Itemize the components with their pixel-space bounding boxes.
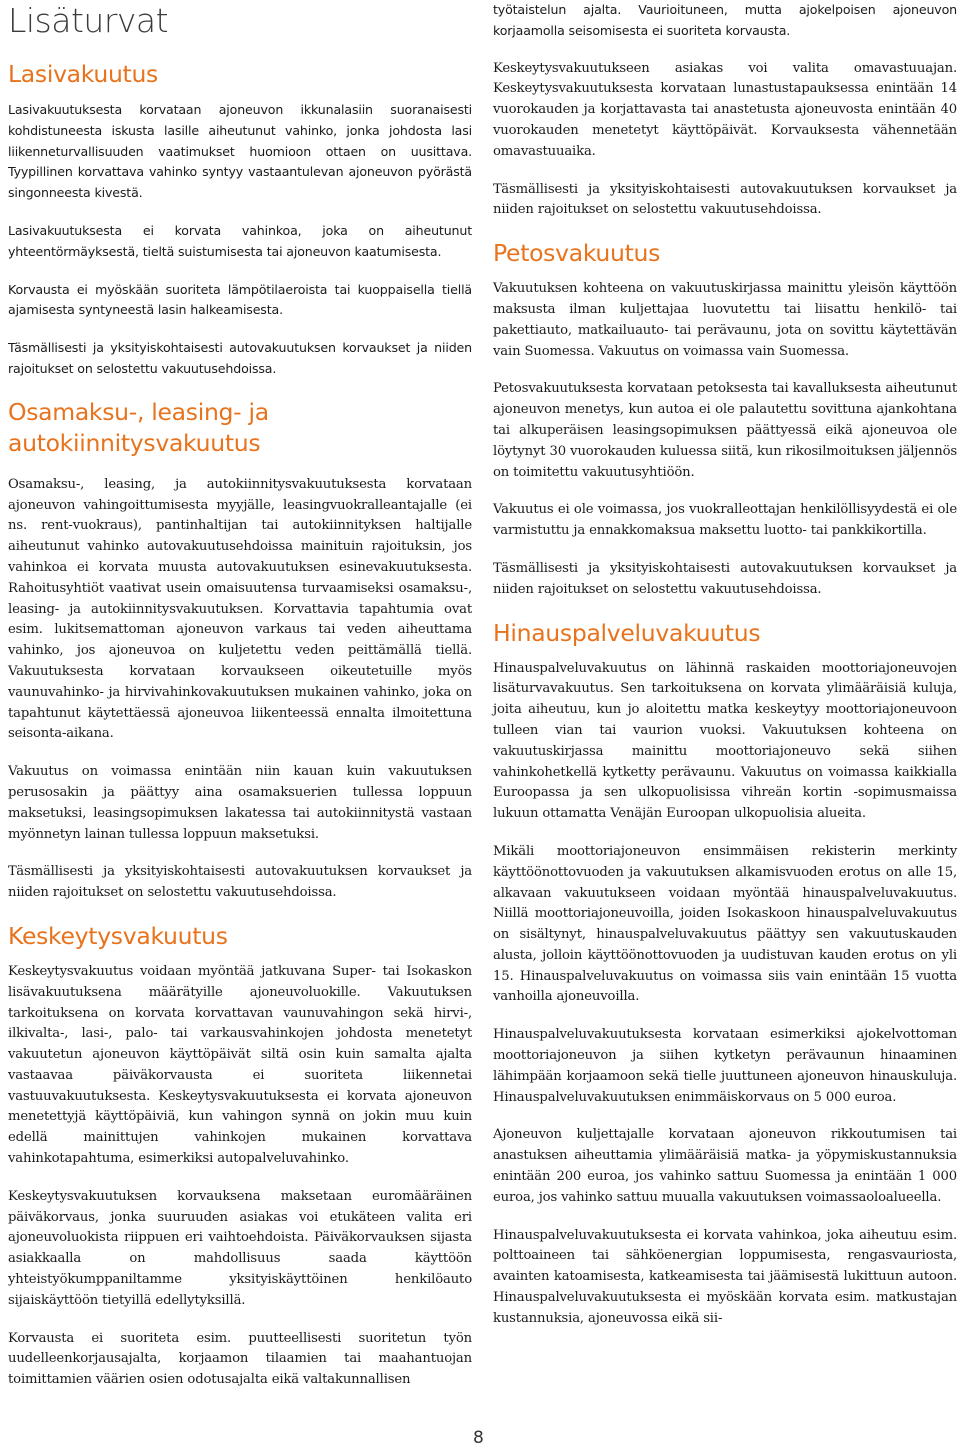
- paragraph: työtaistelun ajalta. Vaurioituneen, mutta ajokelpoisen ajoneuvon korjaamolla seisomisesta ei suoriteta korvausta.: [493, 2, 957, 38]
- paragraph: Vakuutus on voimassa enintään niin kauan kuin vakuutuksen perusosakin ja päättyy aina osamaksuerien tullessa loppuun maksetuksi, leasingsopimuksen lakatessa tai autokiinnitystä vastaan myönnetyn lainan tullessa loppuun maksetuksi.: [8, 764, 472, 842]
- paragraph: Korvausta ei myöskään suoriteta lämpötilaeroista tai kuoppaisella tiellä ajamisesta syntyneestä lasin halkeamisesta.: [8, 281, 472, 318]
- paragraph: Keskeytysvakuutus voidaan myöntää jatkuvana Super- tai Isokaskon lisävakuutuksena määrätyille ajoneuvoluokille. Vakuutuksen tarkoituksena on korvata korvattavan vaunuvahingon sekä hirvi-, ilkivalta-, lasi-, palo- tai varkausvahinkojen johdosta menetetyt vakuutetun ajoneuvon käyttöpäivät siltä osin kuin samalta ajalta vastaavaa päiväkorvausta ei suoriteta liikennetai vastuuvakuutuksesta. Keskeytysvakuutuksesta ei korvata ajoneuvon menetettyjä käyttöpäiviä, kun vahingon synnä on jokin muu kuin edellä mainittujen vahinkojen mukainen korvattava vahinkotapahtuma, esimerkiksi autopalveluvahinko.: [8, 963, 472, 1167]
- paragraph: Vakuutuksen kohteena on vakuutuskirjassa mainittu yleisön käyttöön maksusta ilman kuljettajaa luovutettu tai liisattu henkilö- tai pakettiauto, matkailuauto- tai perävaunu, jota on sovittu käytettävän vain Suomessa. Vakuutus on voimassa vain Suomessa.: [493, 281, 957, 359]
- paragraph: Täsmällisesti ja yksityiskohtaisesti autovakuutuksen korvaukset ja niiden rajoitukset on selostettu vakuutusehdoissa.: [493, 560, 957, 597]
- paragraph: Hinauspalveluvakuutus on lähinnä raskaiden moottoriajoneuvojen lisäturvavakuutus. Sen tarkoituksena on korvata ylimääräisiä kuluja, joita aiheutuu, kun jo aloitettu matka keskeytyy moottoriajoneuvoon tulleen vian tai vaurion vuoksi. Vakuutuksen kohteena on vakuutuskirjassa mainittu moottoriajoneuvo sekä siihen vahinkohetkellä kytketty perävaunu. Vakuutus on voimassa kaikkialla Euroopassa ja sen ulkopuolisissa vihreän kortin -sopimusmaissa lukuun ottamatta Venäjän Euroopan ulkopuolisia alueita.: [493, 660, 957, 822]
- paragraph: Täsmällisesti ja yksityiskohtaisesti autovakuutuksen korvaukset ja niiden rajoitukset on selostettu vakuutusehdoissa.: [8, 864, 472, 901]
- paragraph: Mikäli moottoriajoneuvon ensimmäisen rekisterin merkinty käyttöönottovuoden ja vakuutuksen alkamisvuoden erotus on alle 15, alkavaan vakuutukseen voidaan myöntää hinauspalveluvakuutus. Niillä moottoriajoneuvoilla, joiden Isokaskoon hinauspalveluvakuutus on sisältynyt, hinauspalveluvakuutus päättyy sen vakuutuskauden alusta, jolloin käyttöönottovuoden ja uudistuvan kauden erotus on yli 15. Hinauspalveluvakuutus on voimassa siis vain enintään 15 vuotta vanhoilla ajoneuvoilla.: [493, 843, 957, 1005]
- section-petosvakuutus: [493, 238, 957, 600]
- section-osamaksu: [8, 397, 472, 904]
- section-hinauspalveluvakuutus: [493, 618, 957, 1330]
- paragraph: Osamaksu-, leasing, ja autokiinnitysvakuutuksesta korvataan ajoneuvon vahingoittumisesta myyjälle, leasingvuokralleantajalle (ei ns. rent-vuokraus), pantinhaltijan tai autokiinnityksen haltijalle aiheutunut vahinko autovakuutusehdoissa mainituin rajoituksin, jos vahinkoa ei korvata muusta autovakuutuksen esinevakuutuksesta. Rahoitusyhtiöt vaativat usein omaisuutensa turvaamiseksi osamaksu-, leasing- ja autokiinnitysvakuutuksen. Korvattavia tapahtumia ovat esim. lukitsemattoman ajoneuvon varkaus tai veden aiheuttama vahinko, jos ajoneuvoa on kuljetettu veden peittämällä tiellä. Vakuutuksesta korvataan korvaukseen oikeutetuille myös vaunuvahinko- ja hirvivahinkovakuutuksen mukainen vahinko, joka on tapahtunut käytettäessä ajoneuvoa liikenteessä ennalta ilmoitettuna seisonta-aikana.: [8, 476, 472, 742]
- paragraph: Korvausta ei suoriteta esim. puutteellisesti suoritetun työn uudelleenkorjausajalta, korjaamon tilaamien tai maahantuojan toimittamien väärien osien odotusajalta eikä valtakunnallisen: [8, 1330, 472, 1388]
- paragraph: Lasivakuutuksesta ei korvata vahinkoa, joka on aiheutunut yhteentörmäyksestä, tieltä suistumisesta tai ajoneuvon kaatumisesta.: [8, 222, 472, 259]
- right-column: [493, 0, 957, 1347]
- paragraph: Täsmällisesti ja yksityiskohtaisesti autovakuutuksen korvaukset ja niiden rajoitukset on selostettu vakuutusehdoissa.: [8, 340, 472, 376]
- heading-petosvakuutus: Petosvakuutus: [493, 239, 661, 268]
- section-lasivakuutus: [8, 59, 472, 380]
- heading-osamaksu: Osamaksu-, leasing- ja autokiinnitysvakuutus: [8, 397, 269, 457]
- heading-lasivakuutus: Lasivakuutus: [8, 60, 158, 88]
- page-title: Lisäturvat: [8, 1, 169, 40]
- paragraph: Täsmällisesti ja yksityiskohtaisesti autovakuutuksen korvaukset ja niiden rajoitukset on selostettu vakuutusehdoissa.: [493, 181, 957, 218]
- paragraph: Keskeytysvakuutuksen korvauksena maksetaan euromääräinen päiväkorvaus, jonka suuruuden asiakas voi etukäteen valita eri ajoneuvoluokista riippuen eri vaihtoehdoista. Päiväkorvauksen sijasta asiakkaalla on mahdollisuus saada käyttöön yhteistyökumppaniltamme yksityiskäyttöinen henkilöauto sijaiskäyttöön tietyillä edellytyksillä.: [8, 1188, 472, 1308]
- paragraph: Petosvakuutuksesta korvataan petoksesta tai kavalluksesta aiheutunut ajoneuvon menetys, kun autoa ei ole palautettu sovittuna ajankohtana tai alkuperäisen leasingsopimuksen päättyessä eikä ajoneuvoa ole löytynyt 30 vuorokauden kuluessa siitä, kun rikosilmoituksen jäljennös on toimitettu vakuutusyhtiöön.: [493, 381, 957, 480]
- paragraph: Keskeytysvakuutukseen asiakas voi valita omavastuuajan. Keskeytysvakuutuksesta korvataan lunastustapauksessa enintään 14 vuorokauden ja korjattavasta tai anastetusta ajoneuvosta enintään 40 vuorokauden menetetyt käyttöpäivät. Korvauksesta vähennetään omavastuuaika.: [493, 60, 957, 159]
- page-number: 8: [473, 1428, 484, 1448]
- section-keskeytysvakuutus: [8, 921, 472, 1391]
- paragraph: Hinauspalveluvakuutuksesta ei korvata vahinkoa, joka aiheutuu esim. polttoaineen tai sähköenergian loppumisesta, rengasvauriosta, avainten katoamisesta, katkeamisesta tai jäämisestä lukittuun autoon. Hinauspalveluvakuutuksesta ei myöskään korvata esim. matkustajan kustannuksia, ajoneuvossa eikä sii-: [493, 1227, 957, 1326]
- paragraph: Lasivakuutuksesta korvataan ajoneuvon ikkunalasiin suoranaisesti kohdistuneesta iskusta lasille aiheutunut vahinko, jonka johdosta lasi liikenneturvallisuuden vaatimukset huomioon ottaen on uusittava. Tyypillinen korvattava vahinko syntyy vastaantulevan ajoneuvon pyörästä singonneesta kivestä.: [8, 102, 472, 201]
- paragraph: Ajoneuvon kuljettajalle korvataan ajoneuvon rikkoutumisen tai anastuksen aiheuttamia ylimääräisiä matka- ja yöpymiskustannuksia enintään 200 euroa, jos vahinko sattuu Suomessa ja enintään 1 000 euroa, jos vahinko sattuu muualla vakuutuksen voimassaoloalueella.: [493, 1127, 957, 1205]
- paragraph: Vakuutus ei ole voimassa, jos vuokralleottajan henkilöllisyydestä ei ole varmistuttu ja ennakkomaksua maksettu luotto- tai pankkikortilla.: [493, 502, 957, 539]
- paragraph: Hinauspalveluvakuutuksesta korvataan esimerkiksi ajokelvottoman moottoriajoneuvon ja siihen kytketyn perävaunun hinaaminen lähimpään korjaamoon sekä tielle juuttuneen ajoneuvon hinauskuluja. Hinauspalveluvakuutuksen enimmäiskorvaus on 5 000 euroa.: [493, 1027, 957, 1105]
- heading-hinauspalveluvakuutus: Hinauspalveluvakuutus: [493, 618, 761, 647]
- left-column: [8, 0, 472, 1408]
- heading-keskeytysvakuutus: Keskeytysvakuutus: [8, 921, 228, 950]
